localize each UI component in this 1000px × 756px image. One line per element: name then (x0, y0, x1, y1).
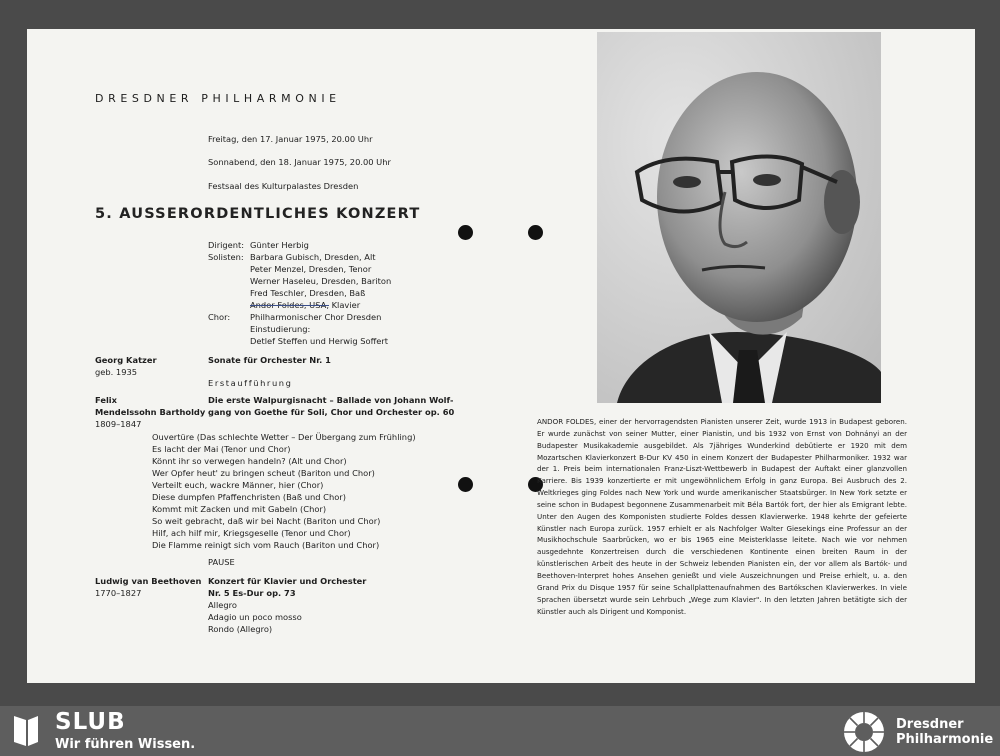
premiere-note: Erstaufführung (208, 378, 293, 388)
choir-name: Philharmonischer Chor Dresden (250, 312, 382, 322)
movement: Rondo (Allegro) (208, 624, 273, 634)
soloist: Peter Menzel, Dresden, Tenor (250, 264, 372, 274)
movement: So weit gebracht, daß wir bei Nacht (Bariton und Chor) (152, 516, 381, 526)
partner-name-line2: Philharmonie (896, 732, 994, 747)
movement: Allegro (208, 600, 237, 610)
date-line-1: Freitag, den 17. Januar 1975, 20.00 Uhr (208, 134, 373, 144)
composer-dates: geb. 1935 (95, 367, 138, 377)
movement: Adagio un poco mosso (208, 612, 302, 622)
composer-katzer: Georg Katzer (95, 355, 157, 365)
movement: Könnt ihr so verwegen handeln? (Alt und Chor) (152, 456, 347, 466)
work-title: Sonate für Orchester Nr. 1 (208, 355, 331, 365)
soloist: Werner Haseleu, Dresden, Bariton (250, 276, 392, 286)
slub-title: SLUB (55, 709, 126, 735)
movement: Verteilt euch, wackre Männer, hier (Chor) (152, 480, 324, 490)
venue: Festsaal des Kulturpalastes Dresden (208, 181, 359, 191)
slub-subtitle: Wir führen Wissen. (55, 737, 196, 752)
partner-name-line1: Dresdner (896, 717, 964, 732)
work-title: Nr. 5 Es-Dur op. 73 (208, 588, 296, 598)
movement: Hilf, ach hilf mir, Kriegsgeselle (Tenor und Chor) (152, 528, 351, 538)
crossed-soloist-suffix: Klavier (328, 300, 361, 310)
crossed-soloist: Andor Foldes, USA, (250, 300, 329, 310)
movement: Diese dumpfen Pfaffenchristen (Baß und Chor) (152, 492, 346, 502)
work-title: Die erste Walpurgisnacht – Ballade von Johann Wolf- (208, 395, 454, 405)
soloist: Fred Teschler, Dresden, Baß (250, 288, 366, 298)
work-title: gang von Goethe für Soli, Chor und Orchester op. 60 (208, 407, 455, 417)
movement: Kommt mit Zacken und mit Gabeln (Chor) (152, 504, 327, 514)
composer-beethoven: Ludwig van Beethoven (95, 576, 202, 586)
composer-dates: 1809–1847 (95, 419, 142, 429)
philharmonie-sunburst-logo-icon (842, 710, 886, 754)
bio-name: ANDOR FOLDES (537, 417, 594, 426)
pianist-portrait-photo (597, 32, 881, 403)
punch-hole (528, 225, 543, 240)
crossed-soloist-line (250, 299, 360, 311)
rehearsal-names: Detlef Steffen und Herwig Soffert (250, 336, 389, 346)
conductor-label: Dirigent: (208, 240, 245, 250)
punch-hole (458, 225, 473, 240)
pianist-biography (537, 416, 907, 617)
composer-dates: 1770–1827 (95, 588, 142, 598)
work-title: Konzert für Klavier und Orchester (208, 576, 367, 586)
movement: Es lacht der Mai (Tenor und Chor) (152, 444, 291, 454)
pause: PAUSE (208, 557, 235, 567)
choir-label: Chor: (208, 312, 231, 322)
portrait-illustration (597, 32, 881, 403)
rehearsal-label: Einstudierung: (250, 324, 311, 334)
soloist: Barbara Gubisch, Dresden, Alt (250, 252, 376, 262)
punch-hole (458, 477, 473, 492)
slub-book-logo-icon (12, 712, 40, 748)
conductor-name: Günter Herbig (250, 240, 309, 250)
movement: Wer Opfer heut' zu bringen scheut (Bariton und Chor) (152, 468, 375, 478)
org-header: DRESDNER PHILHARMONIE (95, 92, 341, 105)
movement: Ouvertüre (Das schlechte Wetter – Der Übergang zum Frühling) (152, 432, 416, 442)
bio-text: , einer der hervorragendsten Pianisten unserer Zeit, wurde 1913 in Budapest geboren. Er wurde zunächst von seiner Mutter, einer Pianistin, und bis 1932 von Ernst von Dohnányi an der Budapester Musikakademie ausgebildet. Als 7jähriges Wunderkind debütierte er 1920 mit dem Mozartschen Klavierkonzert B-Dur KV 450 in einem Konzert der Budapester Philharmoniker. 1932 war der 1. Preis beim internationalen Franz-Liszt-Wettbewerb in Budapest der Auftakt einer glanzvollen Karriere. Bis 1939 konzertierte er mit ungewöhnlichem Erfolg in ganz Europa. Bei Ausbruch des 2. Weltkrieges ging Foldes nach New York und wurde amerikanischer Staatsbürger. In New York setzte er seine schon in Budapest begonnene Zusammenarbeit mit Béla Bartók fort, der hier als Emigrant lebte. Unter den Augen des Komponisten studierte Foldes dessen Klavierwerke. 1948 kehrte der gefeierte Künstler nach Europa zurück. 1957 erhielt er als Nachfolger Walter Giesekings eine Professur an der Musikhochschule Saarbrücken, wo er bis 1965 eine Meisterklasse leitete. Nach wie vor nehmen ausgedehnte Konzertreisen durch die verschiedenen Kontinente einen breiten Raum in der künstlerischen Arbeit des heute in der Schweiz lebenden Pianisten ein, der vor allem als Bartók- und Beethoven-Interpret hohes Ansehen genießt und viele Auszeichnungen und Preise erhielt, u. a. den Grand Prix du Disque 1957 für seine Schallplattenaufnahmen des Bartókschen Klavierwerkes. In viele Sprachen übersetzt wurde sein Lehrbuch „Wege zum Klavier". In den letzten Jahren betätigte sich der Künstler auch als Dirigent und Komponist. (537, 417, 908, 616)
footer-bar (0, 706, 1000, 756)
composer-mendelssohn-line1: Felix (95, 395, 117, 405)
soloists-label: Solisten: (208, 252, 244, 262)
concert-title: 5. AUSSERORDENTLICHES KONZERT (95, 206, 421, 222)
movement: Die Flamme reinigt sich vom Rauch (Bariton und Chor) (152, 540, 380, 550)
composer-mendelssohn-line2: Mendelssohn Bartholdy (95, 407, 206, 417)
date-line-2: Sonnabend, den 18. Januar 1975, 20.00 Uhr (208, 157, 391, 167)
